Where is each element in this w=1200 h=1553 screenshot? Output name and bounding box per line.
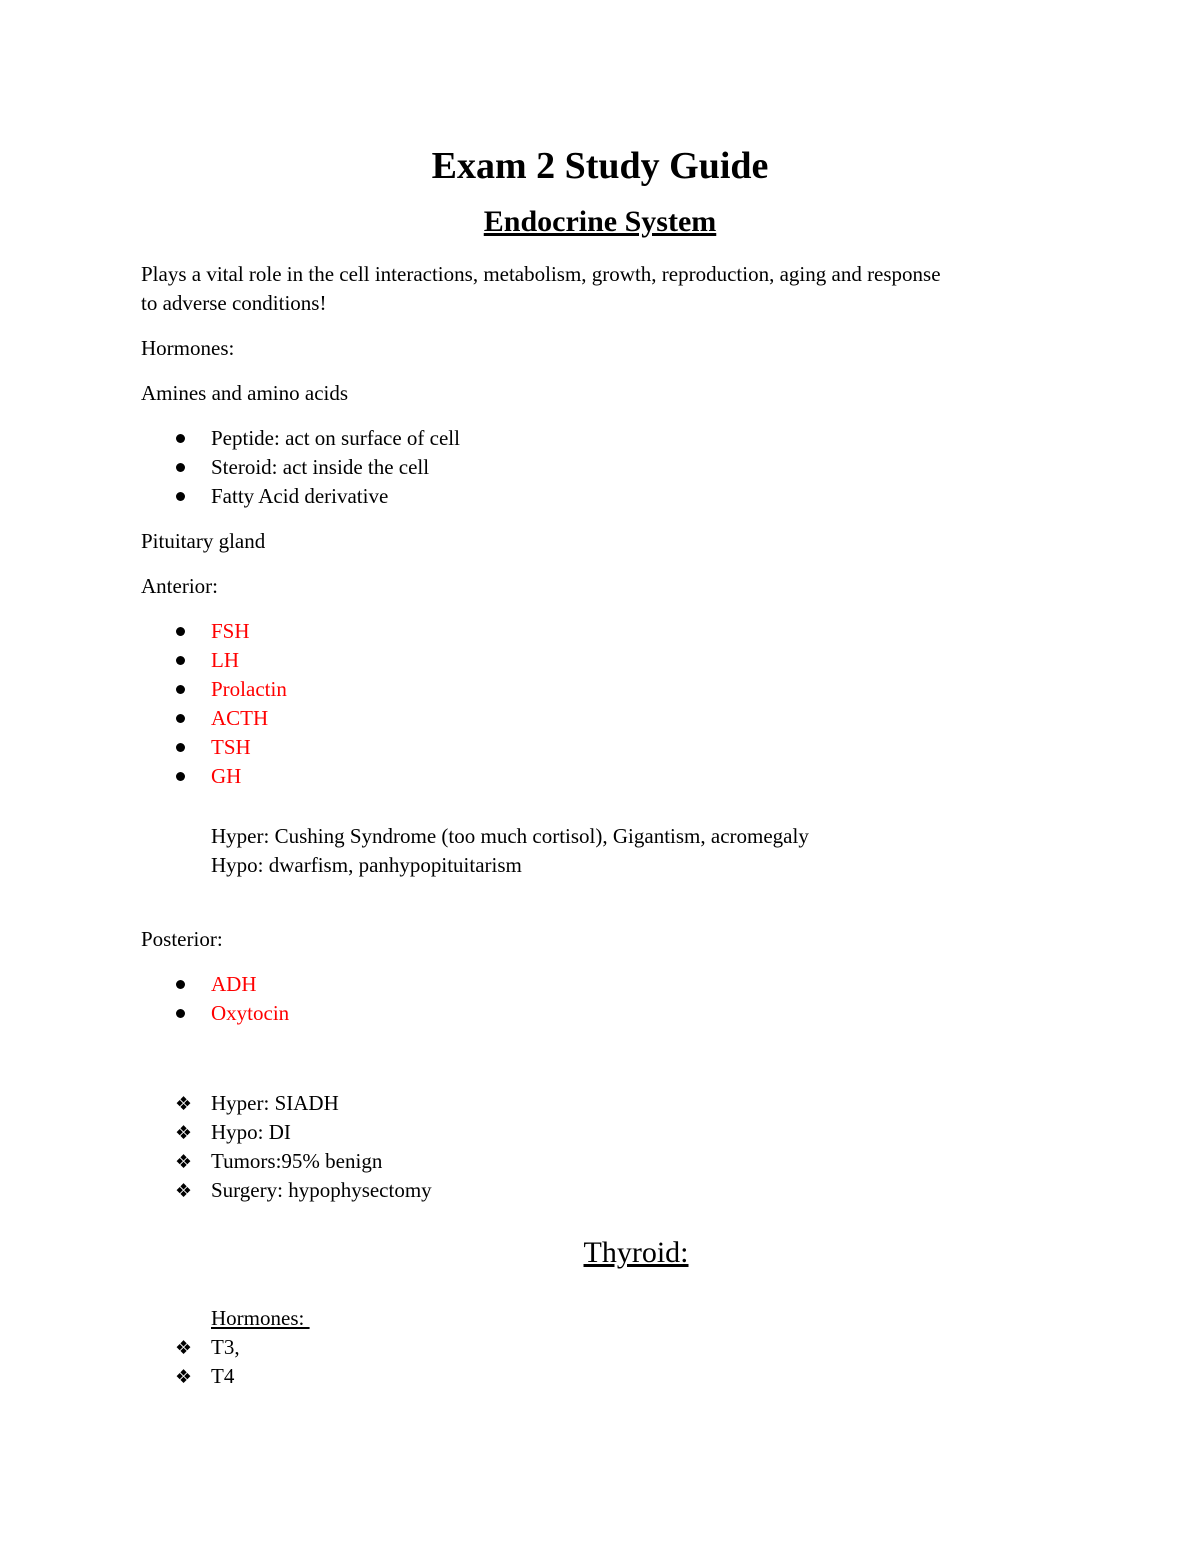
thyroid-hormone: T4 <box>211 1364 235 1388</box>
diamond-bullet-icon: ❖ <box>175 1122 193 1144</box>
bullet-icon <box>176 743 185 752</box>
anterior-hormone: ACTH <box>211 706 269 730</box>
section-title: Endocrine System <box>483 205 717 238</box>
anterior-label: Anterior: <box>141 574 218 598</box>
bullet-icon <box>176 627 185 636</box>
diamond-bullet-icon: ❖ <box>175 1337 193 1359</box>
pituitary-note: Hyper: SIADH <box>211 1091 339 1115</box>
bullet-icon <box>176 1009 185 1018</box>
bullet-icon <box>176 656 185 665</box>
posterior-hormone: Oxytocin <box>211 1001 290 1025</box>
hormone-type-item: Steroid: act inside the cell <box>211 455 430 479</box>
anterior-hormone: TSH <box>211 735 251 759</box>
bullet-icon <box>176 772 185 781</box>
thyroid-heading: Thyroid: <box>583 1236 689 1269</box>
bullet-icon <box>176 463 185 472</box>
pituitary-note: Hypo: DI <box>211 1120 291 1144</box>
anterior-hyper-note: Hyper: Cushing Syndrome (too much cortisol), Gigantism, acromegaly <box>211 824 809 848</box>
pituitary-label: Pituitary gland <box>141 529 266 553</box>
intro-line-2: to adverse conditions! <box>141 291 327 315</box>
hormone-type-item: Peptide: act on surface of cell <box>211 426 460 450</box>
intro-line-1: Plays a vital role in the cell interactions, metabolism, growth, reproduction, aging and response <box>141 262 941 286</box>
anterior-hormone: Prolactin <box>211 677 287 701</box>
thyroid-hormone: T3, <box>211 1335 240 1359</box>
bullet-icon <box>176 685 185 694</box>
pituitary-note: Tumors:95% benign <box>211 1149 383 1173</box>
bullet-icon <box>176 980 185 989</box>
posterior-label: Posterior: <box>141 927 223 951</box>
anterior-hormone: FSH <box>211 619 250 643</box>
thyroid-hormones-label: Hormones: <box>211 1306 310 1330</box>
hormone-type-item: Fatty Acid derivative <box>211 484 389 508</box>
anterior-hormone: GH <box>211 764 242 788</box>
bullet-icon <box>176 434 185 443</box>
bullet-icon <box>176 492 185 501</box>
diamond-bullet-icon: ❖ <box>175 1180 193 1202</box>
amines-label: Amines and amino acids <box>141 381 349 405</box>
diamond-bullet-icon: ❖ <box>175 1366 193 1388</box>
anterior-hypo-note: Hypo: dwarfism, panhypopituitarism <box>211 853 522 877</box>
posterior-hormone: ADH <box>211 972 257 996</box>
anterior-hormone: LH <box>211 648 239 672</box>
page-title: Exam 2 Study Guide <box>431 145 769 187</box>
diamond-bullet-icon: ❖ <box>175 1093 193 1115</box>
diamond-bullet-icon: ❖ <box>175 1151 193 1173</box>
bullet-icon <box>176 714 185 723</box>
hormones-label: Hormones: <box>141 336 235 360</box>
pituitary-note: Surgery: hypophysectomy <box>211 1178 432 1202</box>
